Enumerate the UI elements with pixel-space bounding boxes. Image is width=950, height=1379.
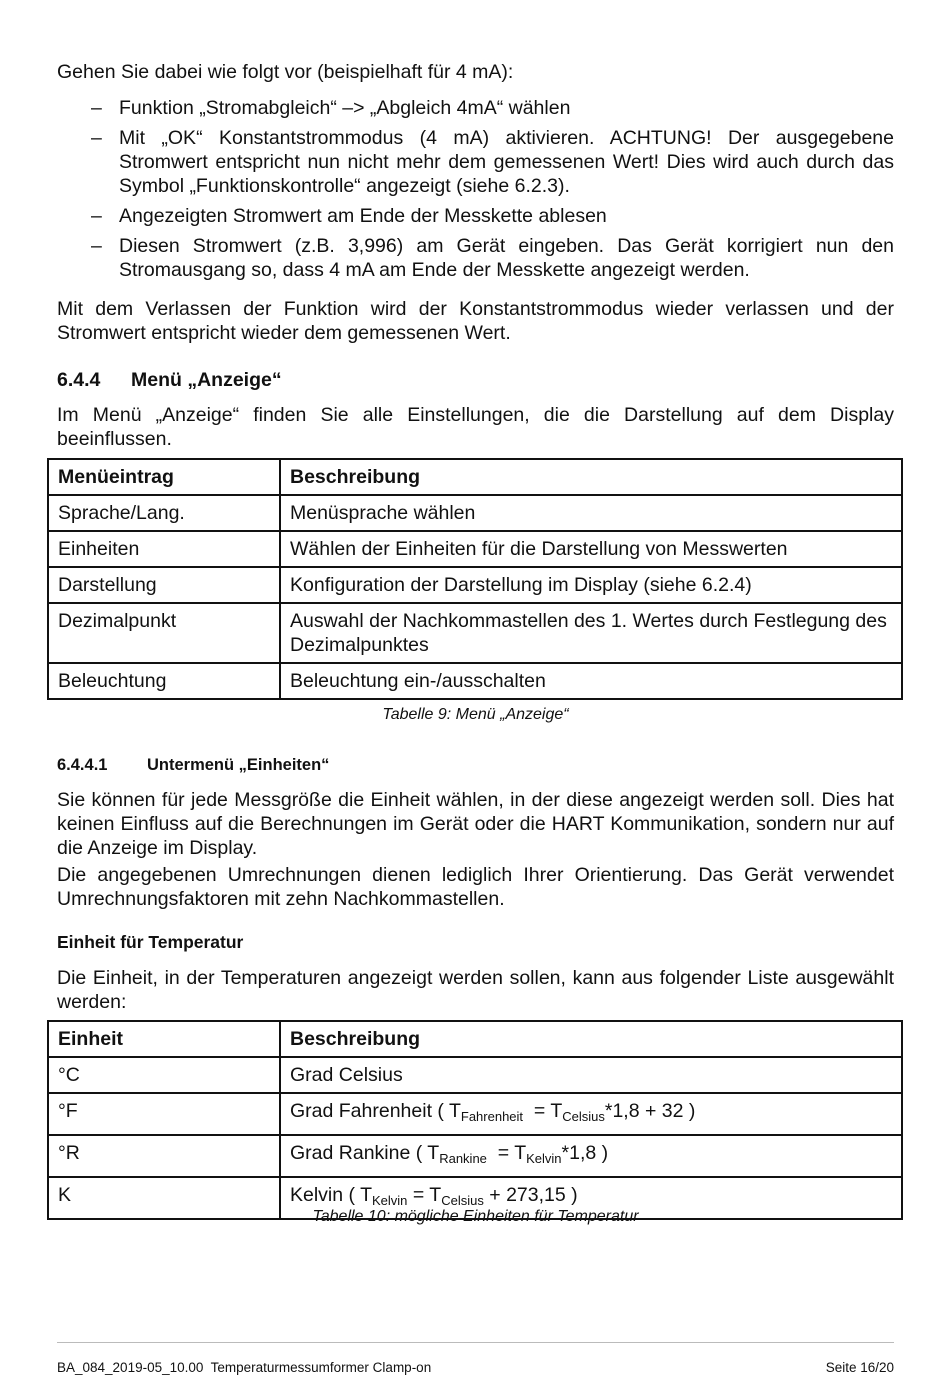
table-cell: Grad Fahrenheit ( $T_{Fahrenheit} = T_{Celsius}*1,8 + 32$ ) [280,1093,902,1135]
list-item: – Funktion „Stromabgleich“ –> „Abgleich 4mA“ wählen [91,97,571,119]
table-cell: Auswahl der Nachkommastellen des 1. Wertes durch Festlegung des Dezimalpunktes [280,603,902,663]
table-cell: Sprache/Lang. [48,495,280,531]
table-cell: Beleuchtung ein-/ausschalten [280,663,902,699]
table-header-cell: Beschreibung [280,1021,902,1057]
table-row [48,567,902,603]
temperature-heading: Einheit für Temperatur [57,932,244,952]
table-cell: Einheiten [48,531,280,567]
anzeige-menu-table [47,458,903,700]
intro-paragraph: Gehen Sie dabei wie folgt vor (beispielhaft für 4 mA): [57,61,514,83]
footer-document-id: BA_084_2019-05_10.00 Temperaturmessumformer Clamp-on [57,1360,432,1375]
footer-divider [57,1342,894,1343]
table-cell: °C [48,1057,280,1093]
table-cell: Konfiguration der Darstellung im Display (siehe 6.2.4) [280,567,902,603]
table-row [48,603,902,663]
anzeige-intro-paragraph: Im Menü „Anzeige“ finden Sie alle Einstellungen, die die Darstellung auf dem Display beeinflussen. [57,404,894,450]
table-row [48,495,902,531]
table-cell: Wählen der Einheiten für die Darstellung von Messwerten [280,531,902,567]
list-item: – Angezeigten Stromwert am Ende der Messkette ablesen [91,205,607,227]
table-cell: Darstellung [48,567,280,603]
table-header-row [48,1021,902,1057]
table-row [48,1093,902,1135]
table-row [48,663,902,699]
table-cell: °R [48,1135,280,1177]
steps-list [57,96,894,288]
section-heading-6-4-4-1: 6.4.4.1 Untermenü „Einheiten“ [57,756,330,774]
dash-bullet: – [91,205,102,227]
dash-bullet: – [91,97,102,119]
dash-bullet: – [91,127,102,149]
einheiten-paragraph: Sie können für jede Messgröße die Einheit wählen, in der diese angezeigt werden soll. Dies hat keinen Einfluss auf die Berechnungen im Gerät oder die HART Kommunikation, sondern nur auf die Anzeige im Display. [57,789,894,859]
table-cell: K [48,1177,280,1219]
temperature-intro-paragraph: Die Einheit, in der Temperaturen angezeigt werden sollen, kann aus folgender Liste ausgewählt werden: [57,967,894,1013]
table-row [48,1135,902,1177]
table-cell: °F [48,1093,280,1135]
table-cell: Grad Rankine ( $T_{Rankine} = T_{Kelvin}*1,8$ ) [280,1135,902,1177]
after-list-paragraph: Mit dem Verlassen der Funktion wird der Konstantstrommodus wieder verlassen und der Stromwert entspricht wieder dem gemessenen Wert. [57,298,894,344]
dash-bullet: – [91,235,102,257]
table-cell: Beleuchtung [48,663,280,699]
table-row [48,1057,902,1093]
table-header-cell: Menüeintrag [48,459,280,495]
temperature-units-table [47,1020,903,1220]
table-caption: Tabelle 9: Menü „Anzeige“ [382,706,569,723]
table-cell: Grad Celsius [280,1057,902,1093]
einheiten-note-paragraph: Die angegebenen Umrechnungen dienen lediglich Ihrer Orientierung. Das Gerät verwendet Umrechnungsfaktoren mit zehn Nachkommastellen. [57,864,894,910]
table-row [48,531,902,567]
list-item: – Diesen Stromwert (z.B. 3,996) am Gerät eingeben. Das Gerät korrigiert nun den Stromausgang so, dass 4 mA am Ende der Messkette angezeigt werden. [91,235,894,281]
table-cell: Dezimalpunkt [48,603,280,663]
section-heading-6-4-4: 6.4.4 Menü „Anzeige“ [57,369,282,391]
table-header-cell: Einheit [48,1021,280,1057]
footer-page-number: Seite 16/20 [825,1360,894,1375]
table-header-row [48,459,902,495]
table-header-cell: Beschreibung [280,459,902,495]
table-cell: Kelvin ( $T_{Kelvin} = T_{Celsius} + 273,15$ ) [280,1177,902,1219]
list-item: – Mit „OK“ Konstantstrommodus (4 mA) aktivieren. ACHTUNG! Der ausgegebene Stromwert entspricht nun nicht mehr dem gemessenen Wert! Dies wird auch durch das Symbol „Funktionskontrolle“ angezeigt (siehe 6.2.3). [91,127,894,197]
table-caption: Tabelle 10: mögliche Einheiten für Temperatur [312,1208,639,1225]
table-cell: Menüsprache wählen [280,495,902,531]
